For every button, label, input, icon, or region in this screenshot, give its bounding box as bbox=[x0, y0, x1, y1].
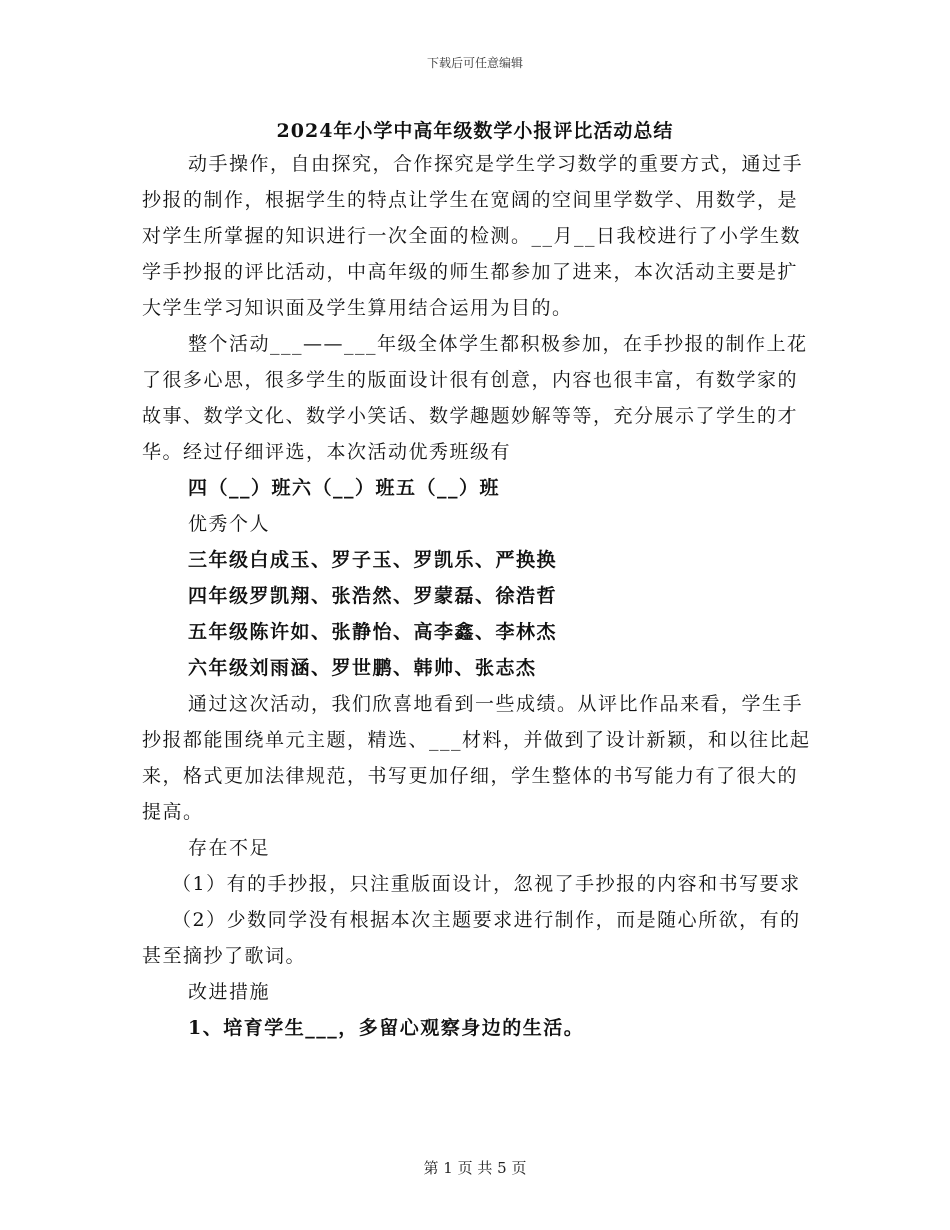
shortcomings-heading: 存在不足 bbox=[188, 837, 271, 859]
grade4-winners: 四年级罗凯翔、张浩然、罗蒙磊、徐浩哲 bbox=[188, 585, 558, 607]
grade3-winners: 三年级白成玉、罗子玉、罗凯乐、严换换 bbox=[188, 549, 558, 571]
improvement-1: 1、培育学生___，多留心观察身边的生活。 bbox=[188, 1017, 585, 1039]
shortcoming-1: （1）有的手抄报，只注重版面设计，忽视了手抄报的内容和书写要求 bbox=[172, 873, 801, 895]
results-paragraph: 通过这次活动，我们欣喜地看到一些成绩。从评比作品来看，学生手抄报都能围绕单元主题，精选、___材料，并做到了设计新颖，和以往比起来，格式更加法律规范，书写更加仔细，学生整体的书写能力有了很大的提高。 bbox=[142, 693, 811, 823]
excellent-classes: 四（__）班六（__）班五（__）班 bbox=[188, 477, 501, 499]
grade5-winners: 五年级陈许如、张静怡、高李鑫、李林杰 bbox=[188, 621, 558, 643]
activity-paragraph: 整个活动___——___年级全体学生都积极参加，在手抄报的制作上花了很多心思，很多学生的版面设计很有创意，内容也很丰富，有数学家的故事、数学文化、数学小笑话、数学趣题妙解等等，充分展示了学生的才华。经过仔细评选，本次活动优秀班级有 bbox=[142, 333, 808, 463]
document-body bbox=[142, 146, 812, 1046]
individuals-heading: 优秀个人 bbox=[188, 513, 271, 535]
shortcoming-2: （2）少数同学没有根据本次主题要求进行制作，而是随心所欲，有的甚至摘抄了歌词。 bbox=[142, 909, 801, 967]
improvements-heading: 改进措施 bbox=[188, 981, 271, 1003]
intro-paragraph: 动手操作，自由探究，合作探究是学生学习数学的重要方式，通过手抄报的制作，根据学生的特点让学生在宽阔的空间里学数学、用数学，是对学生所掌握的知识进行一次全面的检测。__月__日我校进行了小学生数学手抄报的评比活动，中高年级的师生都参加了进来，本次活动主要是扩大学生学习知识面及学生算用结合运用为目的。 bbox=[142, 153, 804, 319]
grade6-winners: 六年级刘雨涵、罗世鹏、韩帅、张志杰 bbox=[188, 657, 537, 679]
page-footer: 第 1 页 共 5 页 bbox=[423, 1159, 527, 1177]
page-header: 下载后可任意编辑 bbox=[426, 56, 523, 70]
document-title: 2024年小学中高年级数学小报评比活动总结 bbox=[276, 120, 674, 142]
